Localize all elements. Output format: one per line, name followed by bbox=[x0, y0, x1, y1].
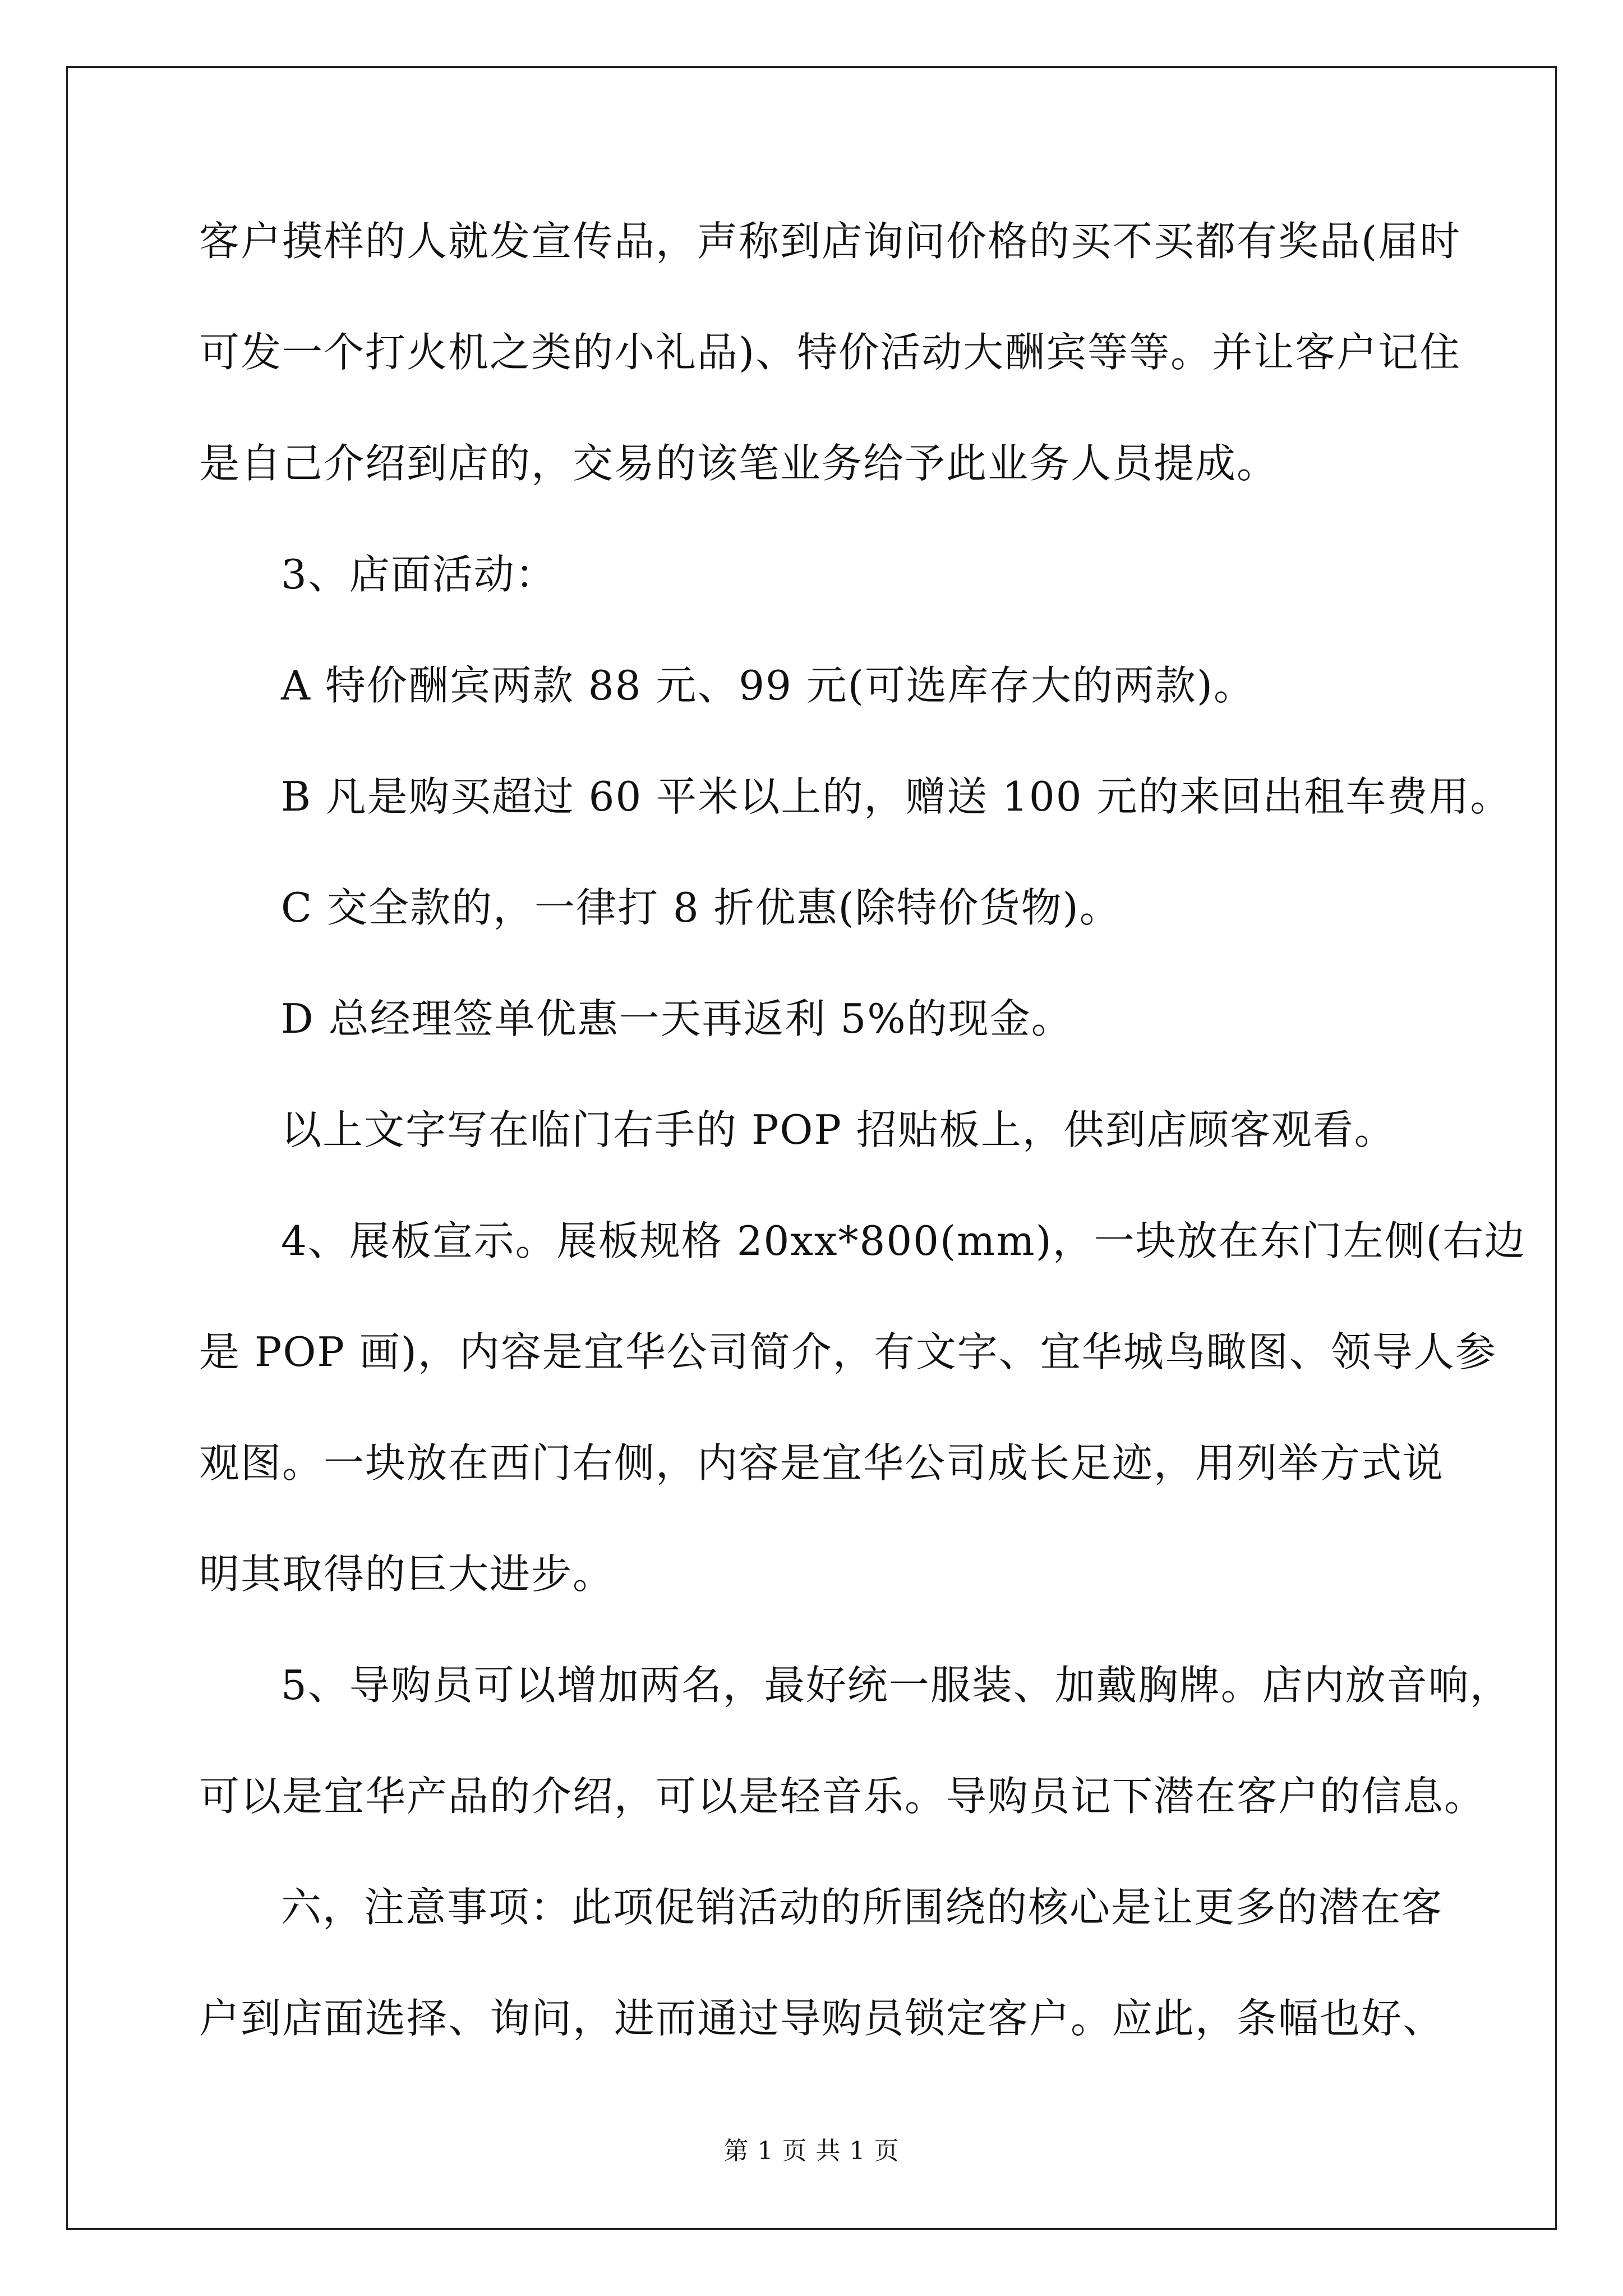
text-line: 明其取得的巨大进步。 bbox=[199, 1550, 615, 1598]
section-heading: 3、店面活动： bbox=[281, 551, 557, 598]
list-item: D 总经理签单优惠一天再返利 5%的现金。 bbox=[281, 995, 1073, 1042]
paragraph-display-boards bbox=[199, 1213, 1526, 1657]
paragraph-store-activities bbox=[199, 546, 1450, 657]
text-line: 可以是宜华产品的介绍，可以是轻音乐。导购员记下潜在客户的信息。 bbox=[199, 1773, 1486, 1820]
text-line: 六，注意事项：此项促销活动的所围绕的核心是让更多的潜在客 bbox=[281, 1884, 1444, 1931]
text-line: 5、导购员可以增加两名，最好统一服装、加戴胸牌。店内放音响， bbox=[281, 1662, 1511, 1709]
text-line: 是自己介绍到店的，交易的该笔业务给予此业务人员提成。 bbox=[199, 440, 1279, 487]
text-line: 以上文字写在临门右手的 POP 招贴板上，供到店顾客观看。 bbox=[281, 1106, 1396, 1153]
paragraph-shopping-guides bbox=[199, 1657, 1511, 1879]
text-line: 观图。一块放在西门右侧，内容是宜华公司成长足迹，用列举方式说 bbox=[199, 1439, 1445, 1487]
paragraph-item-a bbox=[199, 657, 1450, 769]
page-number: 第 1 页 共 1 页 bbox=[723, 2137, 900, 2165]
list-item: A 特价酬宾两款 88 元、99 元(可选库存大的两款)。 bbox=[281, 662, 1255, 709]
text-line: 可发一个打火机之类的小礼品)、特价活动大酬宾等等。并让客户记住 bbox=[199, 329, 1461, 376]
text-line: 户到店面选择、询问，进而通过导购员锁定客户。应此，条幅也好、 bbox=[199, 1995, 1445, 2042]
list-item: B 凡是购买超过 60 平米以上的，赠送 100 元的来回出租车费用。 bbox=[281, 773, 1512, 820]
text-line: 是 POP 画)，内容是宜华公司简介，有文字、宜华城鸟瞰图、领导人参 bbox=[199, 1328, 1497, 1375]
paragraph-item-c bbox=[199, 880, 1450, 991]
text-line: 客户摸样的人就发宣传品，声称到店询问价格的买不买都有奖品(届时 bbox=[199, 218, 1461, 265]
paragraph-1 bbox=[199, 213, 1461, 546]
paragraph-notes bbox=[199, 1879, 1450, 2101]
list-item: C 交全款的，一律打 8 折优惠(除特价货物)。 bbox=[281, 884, 1121, 931]
paragraph-item-d bbox=[199, 991, 1450, 1102]
paragraph-pop-note bbox=[199, 1102, 1450, 1213]
text-line: 4、展板宣示。展板规格 20xx*800(mm)，一块放在东门左侧(右边 bbox=[281, 1217, 1526, 1264]
paragraph-item-b bbox=[199, 769, 1512, 880]
document-body bbox=[199, 213, 1526, 2101]
